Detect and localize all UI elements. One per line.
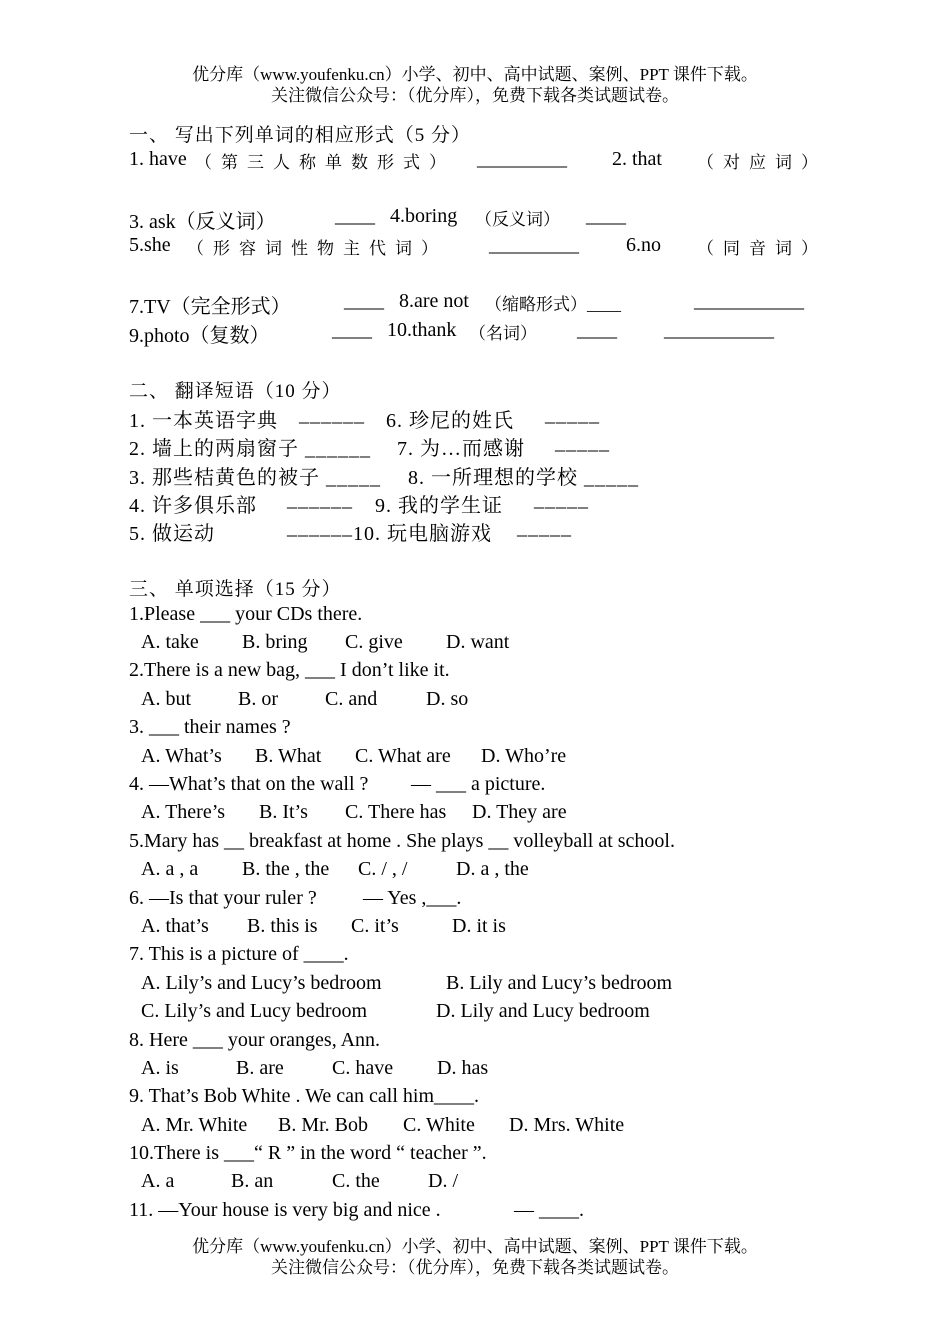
- option: D. so: [426, 687, 469, 710]
- option: B. this is: [247, 914, 318, 937]
- q5: [129, 828, 829, 856]
- option: C. There has: [345, 801, 447, 824]
- s1-item: 1. have: [129, 148, 187, 171]
- option: A. that’s: [141, 914, 209, 937]
- s2-phrase: 7. 为…而感谢: [397, 438, 525, 461]
- s2-phrase: 6. 珍尼的姓氏: [386, 409, 514, 432]
- option: B. the , the: [242, 858, 330, 881]
- option: D. want: [446, 631, 510, 654]
- s1-blank: ____: [344, 290, 384, 313]
- question-text: 8. Here ___ your oranges, Ann.: [129, 1028, 381, 1051]
- option: A. but: [141, 687, 191, 710]
- s1-blank: _________: [477, 148, 567, 171]
- s2-phrase: 4. 许多俱乐部: [129, 495, 257, 518]
- s1-hint: （反义词）: [475, 210, 560, 230]
- s1-hint: （同音词）: [697, 238, 827, 258]
- s1-row-3: [129, 232, 829, 260]
- s1-blank: ___________: [664, 318, 774, 341]
- s1-hint: （对应词）: [697, 153, 827, 173]
- s2-row-4: [129, 487, 829, 518]
- option: A. a , a: [141, 858, 199, 881]
- question-text: 2.There is a new bag, ___ I don’t like it.: [129, 659, 450, 682]
- s2-row-5: [129, 515, 829, 546]
- q8-options: [129, 1055, 829, 1083]
- s1-item: 9.photo（复数）: [129, 324, 270, 347]
- q7: [129, 941, 829, 969]
- s2-blank: ______: [287, 517, 353, 540]
- q10: [129, 1140, 829, 1168]
- s2-phrase: 5. 做运动: [129, 523, 215, 546]
- s1-blank: ___________: [694, 290, 804, 313]
- q7-options-1: [129, 970, 829, 998]
- option: C. give: [345, 631, 403, 654]
- s1-row-1: [129, 146, 829, 174]
- option: B. bring: [242, 631, 308, 654]
- option: B. It’s: [259, 801, 308, 824]
- s2-phrase: 2. 墙上的两扇窗子 ______: [129, 438, 371, 461]
- option: B. an: [231, 1170, 274, 1193]
- option: B. What: [255, 744, 322, 767]
- s2-phrase: 8. 一所理想的学校 _____: [408, 466, 639, 489]
- option: A. There’s: [141, 801, 226, 824]
- q3-options: [129, 743, 829, 771]
- q4: [129, 771, 829, 799]
- s1-blank: ____: [332, 318, 372, 341]
- s1-item: 10.thank: [387, 318, 457, 341]
- s2-phrase: 10. 玩电脑游戏: [353, 523, 492, 546]
- s2-blank: _____: [545, 403, 600, 426]
- s2-blank: ______: [287, 489, 353, 512]
- question-text: 1.Please ___ your CDs there.: [129, 602, 363, 625]
- answer-prompt: ― Yes ,___.: [363, 886, 462, 909]
- option: C. Lily’s and Lucy bedroom: [141, 1000, 368, 1023]
- option: D. They are: [472, 801, 567, 824]
- question-text: 5.Mary has __ breakfast at home . She plays __ volleyball at school.: [129, 829, 675, 852]
- q6: [129, 885, 829, 913]
- header-line-1: 优分库（www.youfenku.cn）小学、初中、高中试题、案例、PPT 课件下载。: [192, 65, 758, 84]
- s2-row-1: [129, 402, 829, 430]
- option: C. have: [332, 1056, 394, 1079]
- s1-item: 3. ask（反义词）: [129, 211, 276, 234]
- q7-options-2: [129, 998, 829, 1026]
- option: B. Mr. Bob: [278, 1113, 369, 1136]
- question-text: 11. ―Your house is very big and nice .: [129, 1198, 441, 1221]
- spacer: [129, 345, 829, 373]
- question-text: 4. ―What’s that on the wall ?: [129, 772, 369, 795]
- s1-blank: ____: [577, 318, 617, 341]
- q2-options: [129, 686, 829, 714]
- s1-blank: ____: [335, 205, 375, 228]
- s1-hint: （名词）: [469, 323, 537, 343]
- s2-phrase: 9. 我的学生证: [375, 495, 503, 518]
- option: C. White: [403, 1113, 475, 1136]
- answer-prompt: ― ___ a picture.: [411, 772, 546, 795]
- option: A. What’s: [141, 744, 222, 767]
- s1-hint: （缩略形式）____: [485, 295, 621, 315]
- spacer: [129, 260, 829, 288]
- q6-options: [129, 913, 829, 941]
- option: C. and: [325, 687, 378, 710]
- section-3-title: 三、 单项选择（15 分）: [129, 579, 342, 601]
- s2-blank: _____: [534, 489, 589, 512]
- s2-row-3: [129, 459, 829, 487]
- option: D. Who’re: [481, 744, 567, 767]
- option: D. a , the: [456, 858, 529, 881]
- option: A. a: [141, 1170, 175, 1193]
- q4-options: [129, 799, 829, 827]
- option: D. it is: [452, 914, 506, 937]
- answer-prompt: ― ____.: [514, 1198, 584, 1221]
- s1-item: 4.boring: [390, 205, 458, 228]
- page-header: [0, 64, 950, 106]
- q2: [129, 657, 829, 685]
- option: D. Lily and Lucy bedroom: [436, 1000, 650, 1023]
- s1-hint: （第三人称单数形式）: [195, 153, 455, 173]
- q9-options: [129, 1112, 829, 1140]
- option: B. Lily and Lucy’s bedroom: [446, 971, 673, 994]
- question-text: 10.There is ___“ R ” in the word “ teacher ”.: [129, 1142, 487, 1165]
- q8: [129, 1027, 829, 1055]
- s1-item: 6.no: [626, 233, 661, 256]
- s1-item: 2. that: [612, 148, 662, 171]
- question-text: 9. That’s Bob White . We can call him____.: [129, 1085, 479, 1108]
- s1-blank: _________: [489, 233, 579, 256]
- option: D. /: [428, 1170, 458, 1193]
- s2-phrase: 1. 一本英语字典: [129, 409, 278, 432]
- s1-row-2: [129, 203, 829, 234]
- s1-blank: ____: [586, 205, 626, 228]
- q1-options: [129, 629, 829, 657]
- option: C. / , /: [358, 858, 408, 881]
- option: D. Mrs. White: [509, 1113, 625, 1136]
- s2-blank: _____: [555, 432, 610, 455]
- s1-row-5: [129, 317, 829, 345]
- s1-item: 7.TV（完全形式）: [129, 296, 291, 319]
- header-line-2: 关注微信公众号：（优分库），免费下载各类试题试卷。: [271, 86, 679, 105]
- option: B. or: [238, 687, 278, 710]
- exam-content: [129, 118, 829, 1225]
- section-1-title: 一、 写出下列单词的相应形式（5 分）: [129, 125, 472, 146]
- question-text: 7. This is a picture of ____.: [129, 943, 349, 966]
- option: B. are: [236, 1056, 284, 1079]
- s2-row-2: [129, 430, 829, 461]
- page-footer: [0, 1236, 950, 1278]
- s2-blank: ______: [299, 403, 365, 426]
- footer-line-2: 关注微信公众号：（优分库），免费下载各类试题试卷。: [271, 1258, 679, 1277]
- footer-line-1: 优分库（www.youfenku.cn）小学、初中、高中试题、案例、PPT 课件下载。: [192, 1237, 758, 1256]
- spacer: [129, 175, 829, 203]
- q11: [129, 1197, 829, 1225]
- option: A. Mr. White: [141, 1113, 248, 1136]
- option: C. it’s: [351, 914, 399, 937]
- section-2-title: 二、 翻译短语（10 分）: [129, 380, 342, 402]
- option: A. take: [141, 631, 199, 654]
- s2-phrase: 3. 那些桔黄色的被子 _____: [129, 466, 381, 489]
- q5-options: [129, 856, 829, 884]
- s1-item: 5.she: [129, 233, 171, 256]
- spacer: [129, 544, 829, 572]
- q9: [129, 1083, 829, 1111]
- option: C. the: [332, 1170, 380, 1193]
- question-text: 3. ___ their names ?: [129, 716, 291, 739]
- s2-blank: _____: [517, 517, 572, 540]
- option: C. What are: [355, 744, 451, 767]
- q10-options: [129, 1168, 829, 1196]
- question-text: 6. ―Is that your ruler ?: [129, 886, 317, 909]
- option: D. has: [437, 1056, 489, 1079]
- q3: [129, 714, 829, 742]
- q1: [129, 601, 829, 629]
- option: A. is: [141, 1056, 179, 1079]
- option: A. Lily’s and Lucy’s bedroom: [141, 971, 382, 994]
- s1-hint: （形容词性物主代词）: [187, 238, 447, 258]
- s1-row-4: [129, 288, 829, 319]
- s1-item: 8.are not: [399, 290, 469, 313]
